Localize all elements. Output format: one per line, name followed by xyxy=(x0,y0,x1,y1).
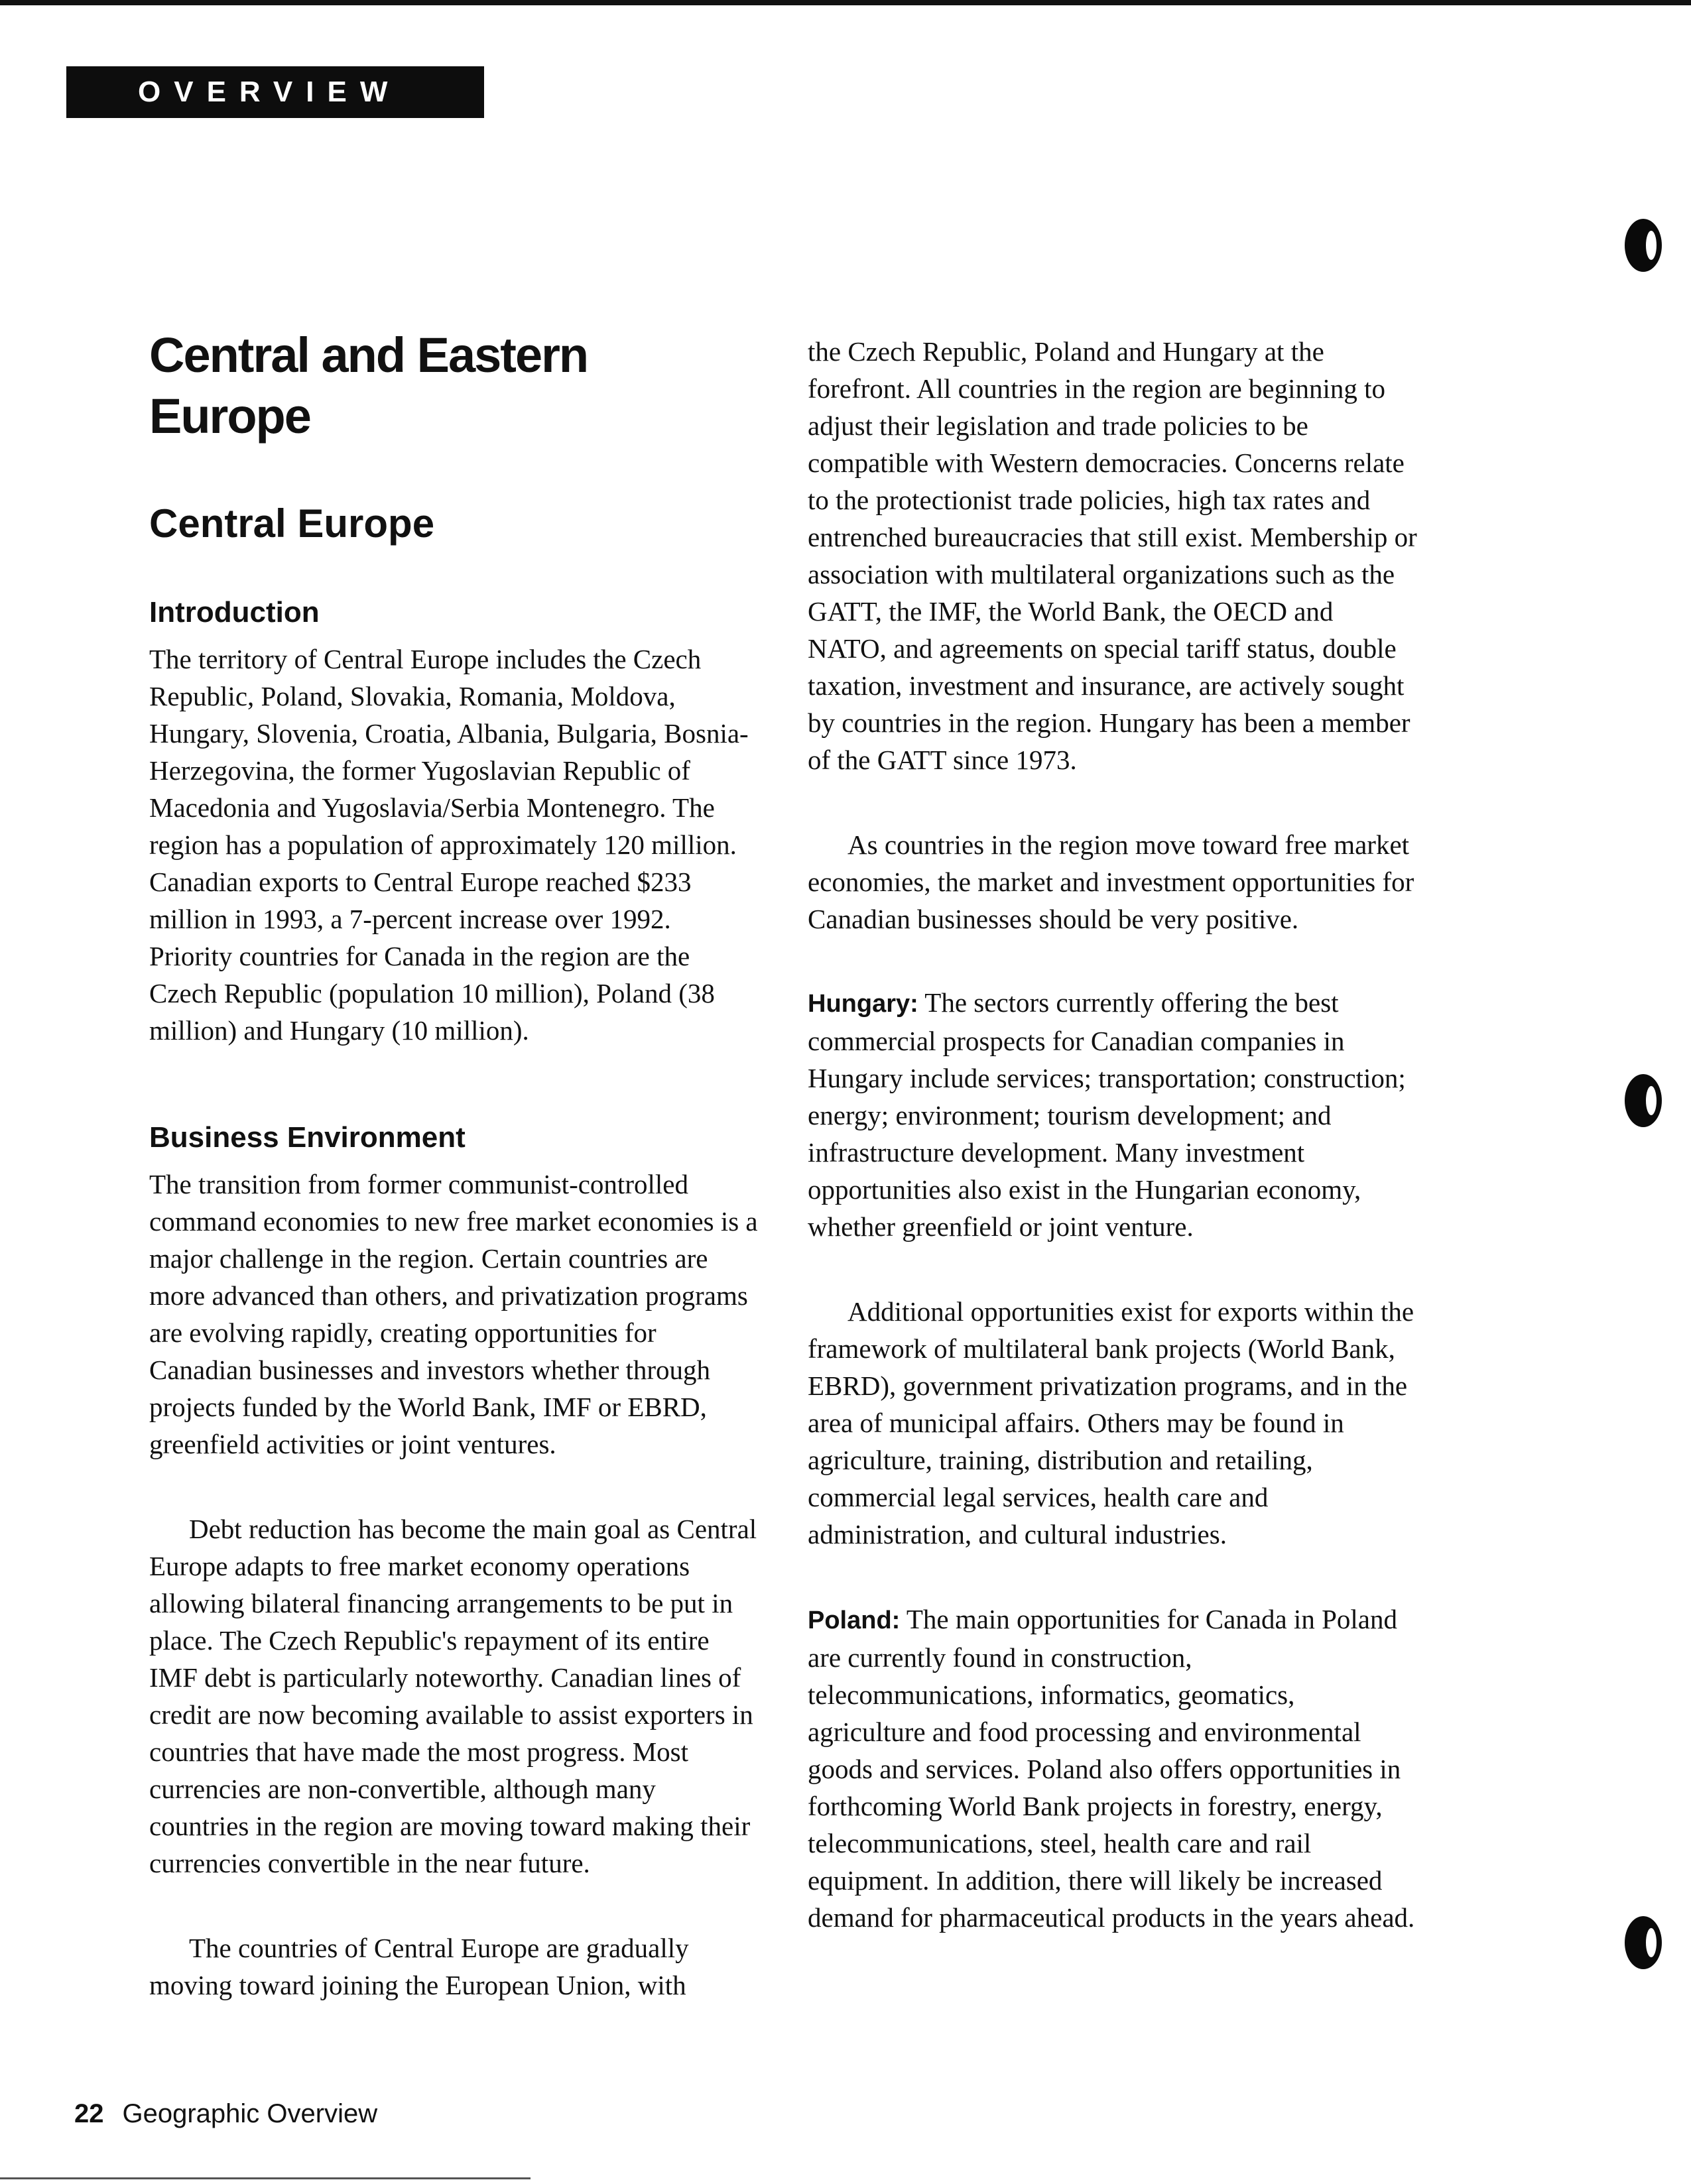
section-subtitle: Central Europe xyxy=(149,501,435,546)
heading-business-environment: Business Environment xyxy=(149,1121,466,1154)
paragraph-hungary xyxy=(808,984,1418,1245)
punch-hole-top xyxy=(1625,219,1662,272)
paragraph-poland xyxy=(808,1601,1418,1936)
paragraph-additional: Additional opportunities exist for exports within the framework of multilateral bank projects (World Bank, EBRD), government privatization programs, and in the area of municipal affairs. Others may be found in agriculture, training, distribution and retailing, commercial legal services, health care and administration, and cultural industries. xyxy=(808,1296,1414,1549)
punch-hole-middle xyxy=(1625,1074,1662,1127)
poland-text: The main opportunities for Canada in Poland are currently found in construction, telecommunications, informatics, geomatics, agriculture and food processing and environmental goods and services. Poland also offers opportunities in forthcoming World Bank projects in forestry, energy, telecommunications, steel, health care and rail equipment. In addition, there will likely be increased demand for pharmaceutical products in the years ahead. xyxy=(808,1604,1415,1933)
paragraph-business-3: The countries of Central Europe are gradually moving toward joining the European Union, with xyxy=(149,1933,689,2000)
paragraph-business-1: The transition from former communist-controlled command economies to new free market economies is a major challenge in the region. Certain countries are more advanced than others, and privatization programs are evolving rapidly, creating opportunities for Canadian businesses and investors whether through projects funded by the World Bank, IMF or EBRD, greenfield activities or joint ventures. xyxy=(149,1169,758,1459)
paragraph-business-2: Debt reduction has become the main goal as Central Europe adapts to free market economy operations allowing bilateral financing arrangements to be put in place. The Czech Republic's repayment of its entire IMF debt is particularly noteworthy. Canadian lines of credit are now becoming available to assist exporters in countries that have made the most progress. Most currencies are non-convertible, although many countries in the region are moving toward making their currencies convertible in the near future. xyxy=(149,1514,757,1878)
footer-label: Geographic Overview xyxy=(122,2099,378,2128)
bottom-border-line xyxy=(0,2177,531,2179)
page-footer xyxy=(74,2095,377,2132)
paragraph-free-market: As countries in the region move toward free market economies, the market and investment opportunities for Canadian businesses should be very positive. xyxy=(808,829,1414,934)
page-number: 22 xyxy=(74,2099,104,2128)
hungary-lead: Hungary: xyxy=(808,990,918,1018)
paragraph-continued: the Czech Republic, Poland and Hungary at the forefront. All countries in the region are beginning to adjust their legislation and trade policies to be compatible with Western democracies. Concerns relate to the protectionist trade policies, high tax rates and entrenched bureaucracies that still exist. Membership or association with multilateral organizations such as the GATT, the IMF, the World Bank, the OECD and NATO, and agreements on special tariff status, double taxation, investment and insurance, are actively sought by countries in the region. Hungary has been a member of the GATT since 1973. xyxy=(808,336,1417,775)
hungary-text: The sectors currently offering the best commercial prospects for Canadian companies in Hungary include services; transportation; construction; energy; environment; tourism development; and infrastructure development. Many investment opportunities also exist in the Hungarian economy, whether greenfield or joint venture. xyxy=(808,987,1406,1242)
punch-hole-bottom xyxy=(1625,1916,1662,1969)
heading-introduction: Introduction xyxy=(149,596,320,629)
section-label-bar: OVERVIEW xyxy=(66,66,484,118)
poland-lead: Poland: xyxy=(808,1607,901,1634)
page-title: Central and Eastern Europe xyxy=(149,328,588,444)
paragraph-introduction: The territory of Central Europe includes the Czech Republic, Poland, Slovakia, Romania, Moldova, Hungary, Slovenia, Croatia, Albania, Bulgaria, Bosnia-Herzegovina, the former Yugoslavian Republic of Macedonia and Yugoslavia/Serbia Montenegro. The region has a population of approximately 120 million. Canadian exports to Central Europe reached $233 million in 1993, a 7-percent increase over 1992. Priority countries for Canada in the region are the Czech Republic (population 10 million), Poland (38 million) and Hungary (10 million). xyxy=(149,644,749,1046)
top-border-line xyxy=(0,0,1691,5)
